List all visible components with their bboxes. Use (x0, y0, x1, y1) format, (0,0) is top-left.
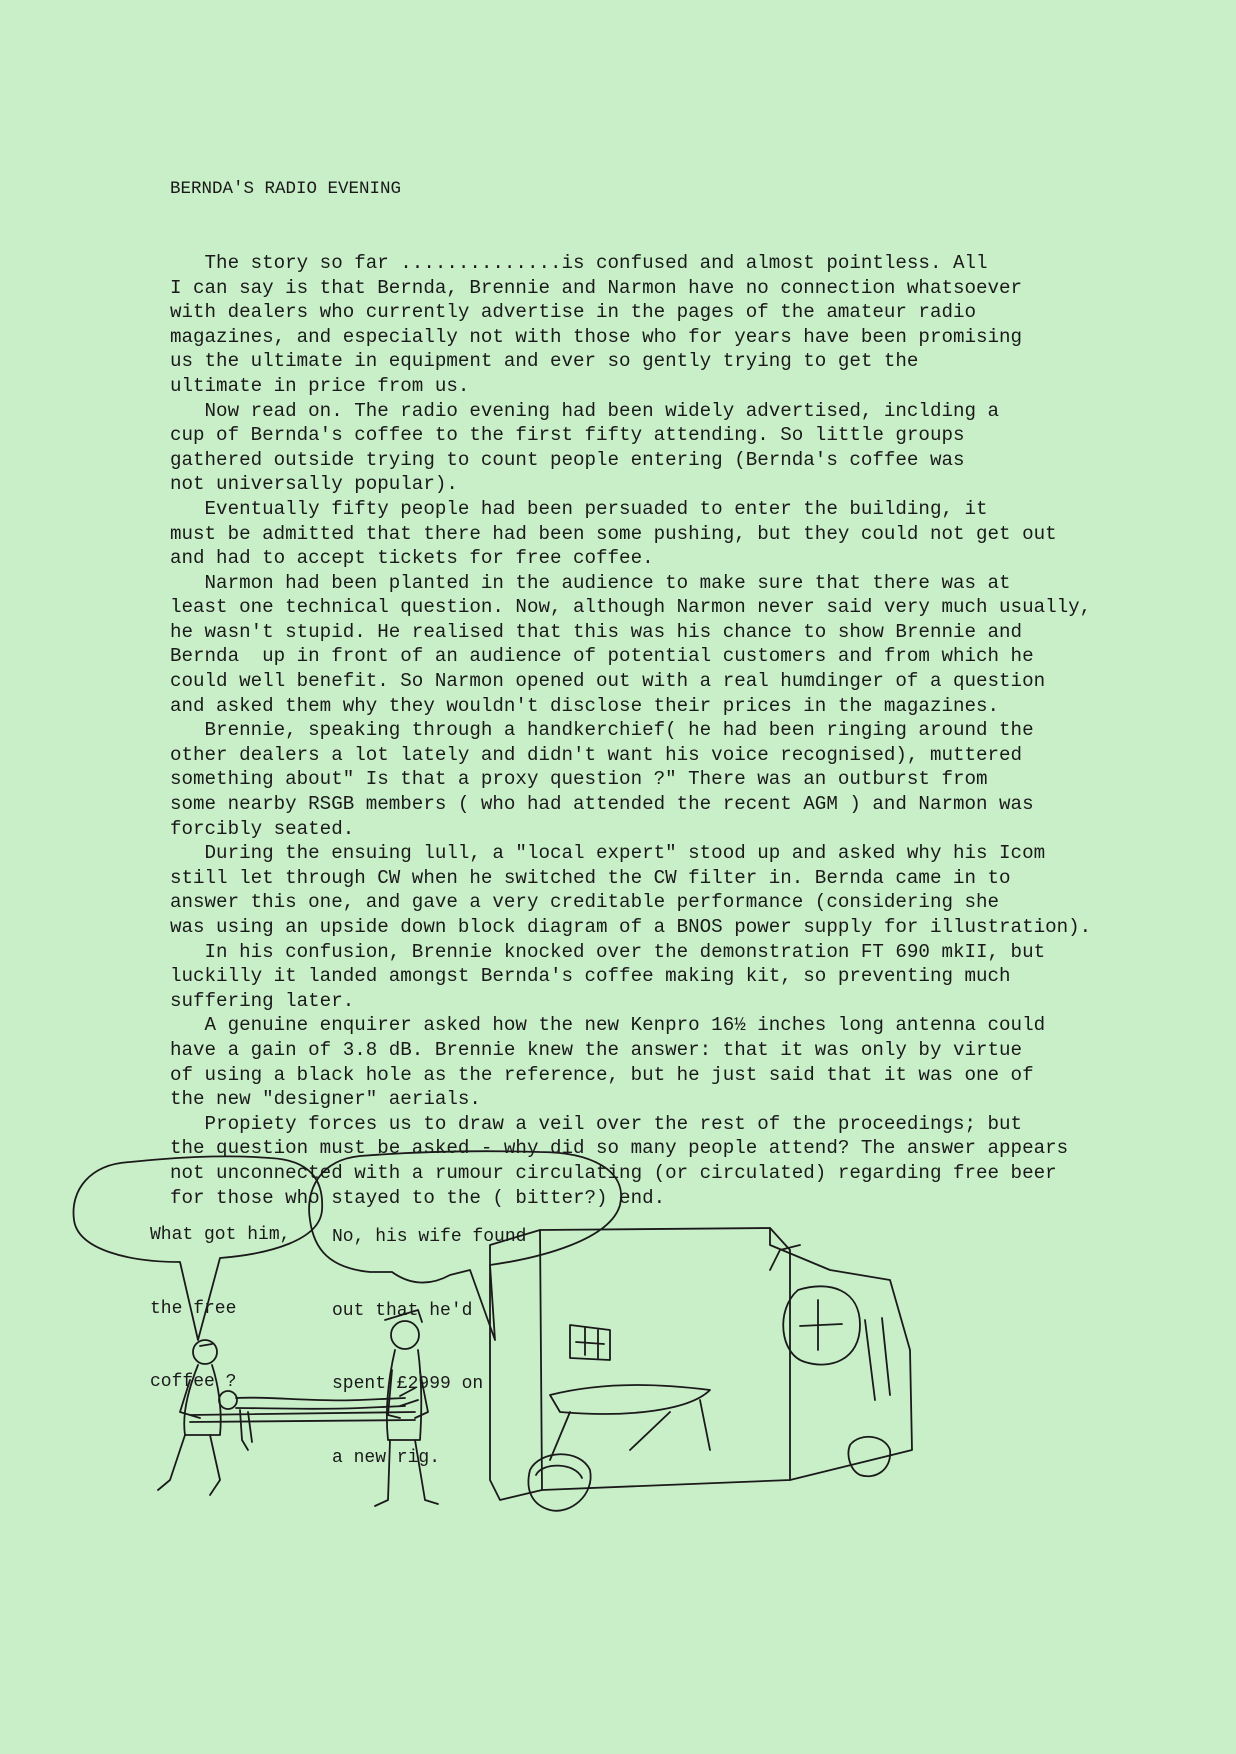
article-line: ultimate in price from us. (170, 374, 470, 397)
bubble-right-line: No, his wife found (332, 1227, 527, 1247)
bubble-left-line: What got him, (150, 1225, 291, 1245)
article-line: forcibly seated. (170, 817, 355, 840)
article-line: have a gain of 3.8 dB. Brennie knew the answer: that it was only by virtue (170, 1038, 1023, 1061)
article-line: he wasn't stupid. He realised that this was his chance to show Brennie and (170, 620, 1023, 643)
article-line: luckilly it landed amongst Bernda's coffee making kit, so preventing much (170, 965, 1011, 988)
article-line: Eventually fifty people had been persuaded to enter the building, it (170, 497, 988, 520)
article-line: other dealers a lot lately and didn't want his voice recognised), muttered (170, 743, 1023, 766)
bubble-right-line: spent £2999 on (332, 1374, 484, 1394)
article-line: In his confusion, Brennie knocked over the demonstration FT 690 mkII, but (170, 940, 1046, 963)
article-line: suffering later. (170, 989, 355, 1012)
article-line: was using an upside down block diagram of a BNOS power supply for illustration). (170, 916, 1092, 938)
bubble-left-line: the free (150, 1298, 237, 1319)
speech-bubble-right-text (332, 1176, 526, 1519)
article-line: could well benefit. So Narmon opened out with a real humdinger of a question (170, 670, 1046, 693)
article-line: some nearby RSGB members ( who had attended the recent AGM ) and Narmon was (170, 793, 1034, 816)
article-line: with dealers who currently advertise in the pages of the amateur radio (170, 301, 977, 324)
speech-bubble-left-text (150, 1174, 290, 1444)
article-line: gathered outside trying to count people entering (Bernda's coffee was (170, 448, 965, 471)
article-title: BERNDA'S RADIO EVENING (170, 179, 402, 200)
article-line: and asked them why they wouldn't disclose their prices in the magazines. (170, 694, 1000, 717)
article-line: Narmon had been planted in the audience to make sure that there was at (170, 571, 1011, 594)
article-line: I can say is that Bernda, Brennie and Narmon have no connection whatsoever (170, 276, 1023, 299)
article-line: still let through CW when he switched the CW filter in. Bernda came in to (170, 866, 1011, 889)
article-line: must be admitted that there had been some pushing, but they could not get out (170, 522, 1057, 545)
article-line: The story so far ..............is confused and almost pointless. All (170, 251, 988, 274)
article-line: Propiety forces us to draw a veil over the rest of the proceedings; but (170, 1112, 1023, 1135)
article-line: answer this one, and gave a very creditable performance (considering she (170, 891, 1000, 914)
article-line: something about" Is that a proxy question ?" There was an outburst from (170, 768, 988, 791)
article-line: of using a black hole as the reference, but he just said that it was one of (170, 1063, 1034, 1086)
article-line: the new "designer" aerials. (170, 1088, 481, 1111)
article-line: magazines, and especially not with those who for years have been promising (170, 325, 1023, 348)
bubble-left-line: coffee ? (150, 1372, 237, 1392)
article-line: least one technical question. Now, although Narmon never said very much usually, (170, 596, 1092, 619)
article (170, 128, 1150, 1259)
article-line: for those who stayed to the ( bitter?) end. (170, 1186, 666, 1209)
bubble-right-line: a new rig. (332, 1447, 441, 1468)
article-line: Bernda up in front of an audience of potential customers and from which he (170, 645, 1034, 668)
article-line: the question must be asked - why did so many people attend? The answer appears (170, 1137, 1069, 1160)
article-line: During the ensuing lull, a "local expert" stood up and asked why his Icom (170, 842, 1046, 865)
bubble-right-line: out that he'd (332, 1300, 473, 1321)
article-line: cup of Bernda's coffee to the first fifty attending. So little groups (170, 424, 965, 447)
cartoon-illustration (70, 1150, 1170, 1550)
article-line: Brennie, speaking through a handkerchief( he had been ringing around the (170, 719, 1034, 742)
article-body (170, 251, 1150, 1210)
article-line: and had to accept tickets for free coffee. (170, 547, 654, 570)
article-line: not universally popular). (170, 473, 458, 496)
article-line: Now read on. The radio evening had been widely advertised, inclding a (170, 399, 1000, 422)
article-line: A genuine enquirer asked how the new Kenpro 16½ inches long antenna could (170, 1014, 1046, 1037)
article-line: not unconnected with a rumour circulating (or circulated) regarding free beer (170, 1161, 1057, 1184)
ambulance (490, 1228, 912, 1511)
article-line: us the ultimate in equipment and ever so gently trying to get the (170, 350, 919, 373)
